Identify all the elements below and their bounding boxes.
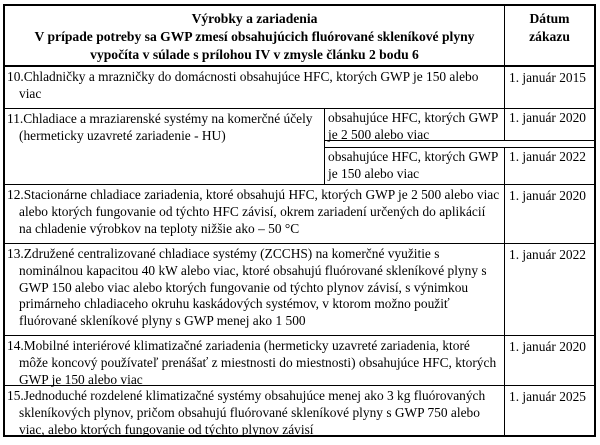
table-row-item-13	[5, 243, 594, 335]
table-row-item-12	[5, 184, 594, 243]
item-12-description: 12.Stacionárne chladiace zariadenia, ktoré obsahujú HFC, ktorých GWP je 2 500 alebo viac alebo ktorých fungovanie od týchto HFC závisí, okrem zariadení určených do aplikácií na chladenie výrobkov na teploty nižšie ako – 50 °C	[7, 187, 500, 236]
item-11-sub-row-1-description: obsahujúce HFC, ktorých GWP je 2 500 alebo viac	[328, 110, 498, 142]
item-10-description: 10.Chladničky a mrazničky do domácnosti obsahujúce HFC, ktorých GWP je 150 alebo viac	[7, 69, 479, 101]
item-14-ban-date: 1. január 2020	[504, 336, 594, 385]
table-row-item-10	[5, 67, 594, 108]
item-13-description: 13.Združené centralizované chladiace systémy (ZCCHS) na komerčné využitie s nominálnou kapacitou 40 kW alebo viac, ktoré obsahujú fluórované skleníkové plyny s GWP 150 alebo viac alebo ktorých fungovanie od týchto plynov závisí, s výnimkou primárneho chladiaceho okruhu kaskádových systémov, v ktorom možno použiť fluórované skleníkové plyny s GWP menej ako 1 500	[7, 246, 487, 329]
header-ban-date-cell	[504, 6, 594, 65]
item-10-ban-date: 1. január 2015	[504, 67, 594, 108]
item-11-description: 11.Chladiace a mraziarenské systémy na komerčné účely (hermeticky uzavreté zariadenie - HU)	[7, 111, 313, 143]
item-11-sub-row-2	[325, 147, 594, 184]
table-row-item-15	[5, 385, 594, 435]
table-header-row	[5, 6, 594, 67]
ban-date-title-line2: zákazu	[529, 29, 570, 44]
item-14-description: 14.Mobilné interiérové klimatizačné zariadenia (hermeticky uzavreté zariadenia, ktoré môže koncový používateľ prenášať z miestnosti do miestnosti) obsahujúce HFC, ktorých GWP je 150 alebo viac	[7, 338, 497, 387]
header-products-cell	[5, 6, 504, 65]
item-11-sub-row-1	[325, 109, 594, 141]
products-subtitle-line2: vypočíta v súlade s prílohou IV v zmysle článku 2 bodu 6	[90, 47, 419, 62]
item-15-description: 15.Jednoduché rozdelené klimatizačné systémy obsahujúce menej ako 3 kg fluórovaných skleníkových plynov, pričom obsahujú fluórované skleníkové plyny s GWP 750 alebo viac, alebo ktorých fungovanie od týchto plynov závisí	[7, 388, 486, 437]
item-11-sub-row-2-description: obsahujúce HFC, ktorých GWP je 150 alebo viac	[328, 149, 498, 181]
table-row-item-11	[5, 108, 594, 184]
item-11-sub-row-1-ban-date: 1. január 2020	[504, 109, 594, 140]
regulation-table	[3, 4, 596, 437]
products-subtitle-line1: V prípade potreby sa GWP zmesí obsahujúcich fluórované skleníkové plyny	[34, 29, 475, 44]
table-row-item-14	[5, 335, 594, 385]
products-title: Výrobky a zariadenia	[191, 11, 318, 26]
ban-date-title-line1: Dátum	[529, 11, 570, 26]
item-11-sub-table	[324, 109, 594, 184]
item-13-ban-date: 1. január 2022	[504, 244, 594, 335]
item-11-sub-row-2-ban-date: 1. január 2022	[504, 148, 594, 184]
item-12-ban-date: 1. január 2020	[504, 185, 594, 243]
item-15-ban-date: 1. január 2025	[504, 386, 594, 435]
